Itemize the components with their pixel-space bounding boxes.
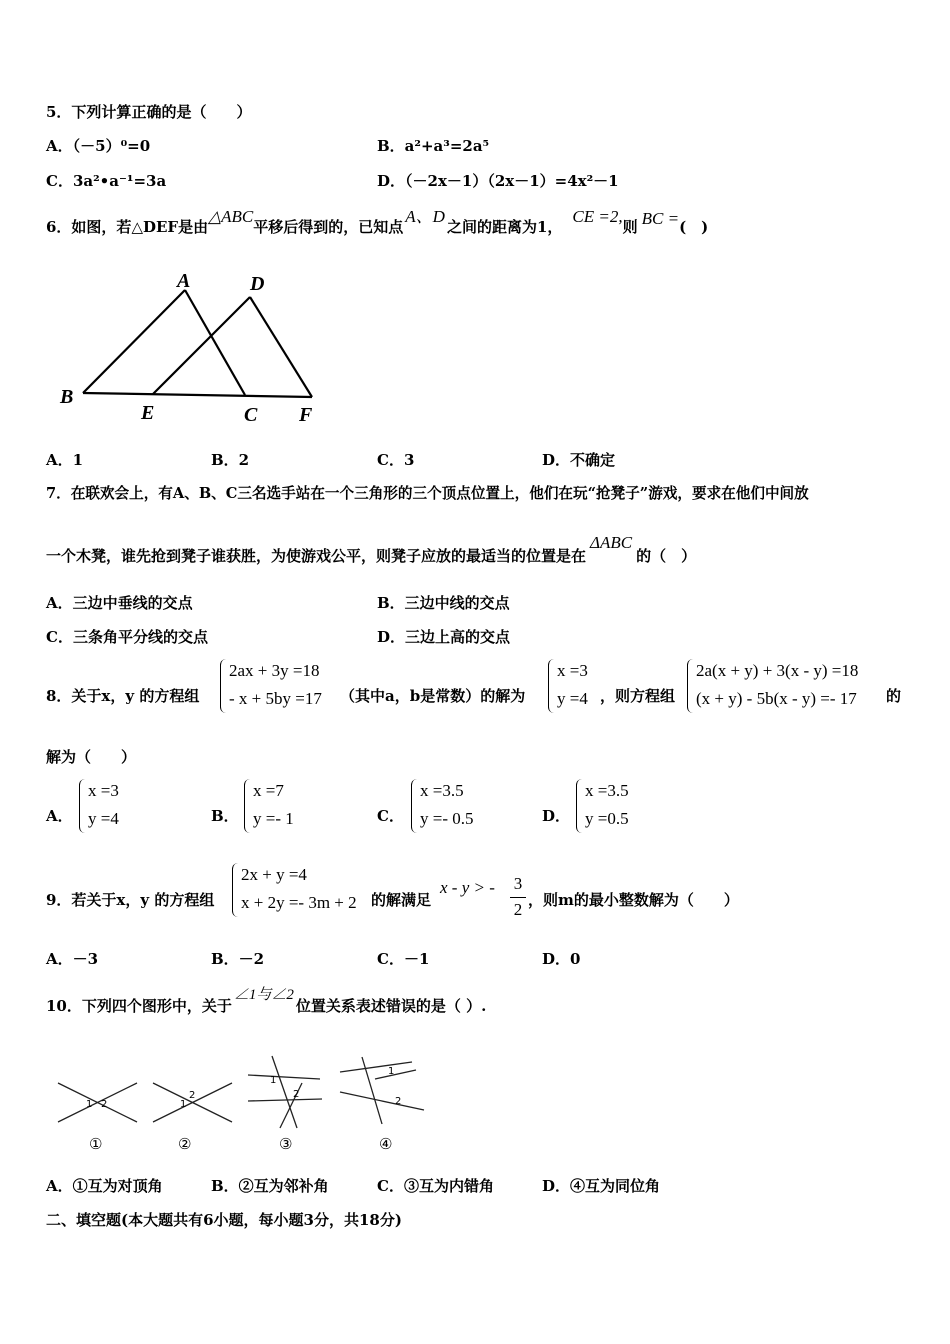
- q8-option-d-system: x =3.5 y =0.5: [576, 777, 666, 835]
- side-ab: [83, 290, 185, 393]
- label-c: C: [244, 404, 258, 426]
- q8-system-3: 2a(x + y) + 3(x - y) =18 (x + y) - 5b(x - y) =- 17: [687, 657, 887, 715]
- fig3-line-bottom: [248, 1099, 322, 1101]
- fig4-line-bottom: [340, 1092, 424, 1110]
- q8-option-b-system: x =7 y =- 1: [244, 777, 324, 835]
- q7-stem-line2: 一个木凳，谁先抢到凳子谁获胜，为使游戏公平，则凳子应放的最适当的位置是在ΔABC的（ ）: [46, 533, 697, 565]
- q9-stem-1: 9．若关于x，y 的方程组: [46, 891, 215, 909]
- q10-option-b: B．②互为邻补角: [211, 1177, 329, 1195]
- q9-stem-2: 的解满足: [371, 891, 432, 909]
- q9-fraction-den: 2: [513, 900, 523, 919]
- label-e: E: [141, 402, 155, 424]
- section-2-heading: 二、填空题(本大题共有6小题，每小题3分，共18分): [46, 1211, 402, 1229]
- q6-option-a: A．1: [46, 451, 84, 469]
- q10-option-c: C．③互为内错角: [377, 1177, 494, 1195]
- fig4-line-mid: [375, 1070, 416, 1079]
- fig4-label: ④: [379, 1135, 393, 1153]
- q8-option-a-system: x =3 y =4: [79, 777, 149, 835]
- fig3-label: ③: [279, 1135, 293, 1153]
- q7-option-d: D．三边上高的交点: [377, 628, 511, 646]
- q9-fraction-num: 3: [513, 874, 523, 893]
- fig1-line-1: [58, 1083, 137, 1122]
- label-b: B: [60, 386, 74, 408]
- q5-option-d: D．（－2x－1）（2x－1）=4x²－1: [377, 172, 619, 190]
- fig1-line-2: [58, 1083, 137, 1122]
- label-d: D: [250, 273, 265, 295]
- q8-option-d-label: D．: [542, 807, 571, 825]
- fig2-line-2: [153, 1083, 232, 1122]
- q8-option-c-system: x =3.5 y =- 0.5: [411, 777, 511, 835]
- fig4-angle-1: 1: [388, 1066, 395, 1077]
- q6-option-b: B．2: [211, 451, 250, 469]
- q5-option-c: C．3a²•a⁻¹=3a: [46, 172, 167, 190]
- q7-stem-line1: 7．在联欢会上，有A、B、C三名选手站在一个三角形的三个顶点位置上，他们在玩“抢凳子”游戏，要求在他们中间放: [46, 485, 809, 502]
- q9-option-d: D．0: [542, 950, 581, 968]
- q9-option-a: A．－3: [46, 950, 99, 968]
- q8-stem-2: （其中a，b是常数）的解为: [340, 687, 526, 705]
- q10-option-a: A．①互为对顶角: [46, 1177, 163, 1195]
- fig3-angle-2: 2: [293, 1089, 300, 1100]
- fig4-line-top: [340, 1062, 412, 1072]
- label-a: A: [177, 270, 191, 292]
- base-line: [83, 393, 312, 397]
- side-de: [153, 297, 250, 394]
- fig2-label: ②: [178, 1135, 192, 1153]
- fig3-transversal-2: [280, 1083, 302, 1128]
- q10-option-d: D．④互为同位角: [542, 1177, 661, 1195]
- fig1-label: ①: [89, 1135, 103, 1153]
- label-f: F: [299, 404, 313, 426]
- fig3-transversal-1: [272, 1056, 300, 1128]
- fig4-transversal: [362, 1057, 382, 1124]
- q8-stem-1: 8．关于x，y 的方程组: [46, 687, 200, 705]
- q7-option-c: C．三条角平分线的交点: [46, 628, 208, 646]
- q5-option-b: B．a²+a³=2a⁵: [377, 137, 490, 155]
- q8-system-2: x =3 y =4: [548, 657, 608, 715]
- fig4-angle-2: 2: [395, 1096, 402, 1107]
- fig3-angle-1: 1: [270, 1075, 277, 1086]
- side-ac: [185, 290, 245, 395]
- fig1-angle-1: 1: [86, 1099, 93, 1110]
- q10-stem: 10．下列四个图形中，关于∠1与∠2位置关系表述错误的是（ ）.: [46, 987, 487, 1015]
- fig2-line-1: [153, 1083, 232, 1122]
- side-df: [250, 297, 312, 397]
- q8-stem-4: 的: [886, 687, 902, 705]
- q8-system-1: 2ax + 3y =18 - x + 5by =17: [220, 657, 340, 715]
- fig2-angle-1: 1: [180, 1099, 187, 1110]
- q9-system: 2x + y =4 x + 2y =- 3m + 2: [232, 861, 372, 919]
- q9-option-c: C．－1: [377, 950, 430, 968]
- fig2-angle-2: 2: [189, 1090, 196, 1101]
- fig1-angle-2: 2: [101, 1099, 108, 1110]
- q9-option-b: B．－2: [211, 950, 265, 968]
- q7-option-b: B．三边中线的交点: [377, 594, 510, 612]
- q8-option-a-label: A．: [46, 807, 73, 825]
- q6-option-d: D．不确定: [542, 451, 616, 469]
- q5-option-a: A．（－5）⁰=0: [46, 137, 151, 155]
- q5-stem: 5．下列计算正确的是（ ）: [46, 103, 252, 121]
- q6-stem: 6．如图，若△DEF是由△ABC平移后得到的，已知点A、D之间的距离为1，CE =2,则 BC =( ): [46, 207, 709, 236]
- q9-fraction: [508, 872, 528, 922]
- q6-option-c: C．3: [377, 451, 415, 469]
- q9-stem-3: ，则m的最小整数解为（ ）: [528, 891, 739, 909]
- fig3-line-top: [248, 1075, 320, 1079]
- q8-stem-5: 解为（ ）: [46, 748, 137, 766]
- q8-option-b-label: B．: [211, 807, 239, 825]
- q8-option-c-label: C．: [377, 807, 404, 825]
- q7-option-a: A．三边中垂线的交点: [46, 594, 193, 612]
- q8-stem-3: ，则方程组: [600, 687, 676, 705]
